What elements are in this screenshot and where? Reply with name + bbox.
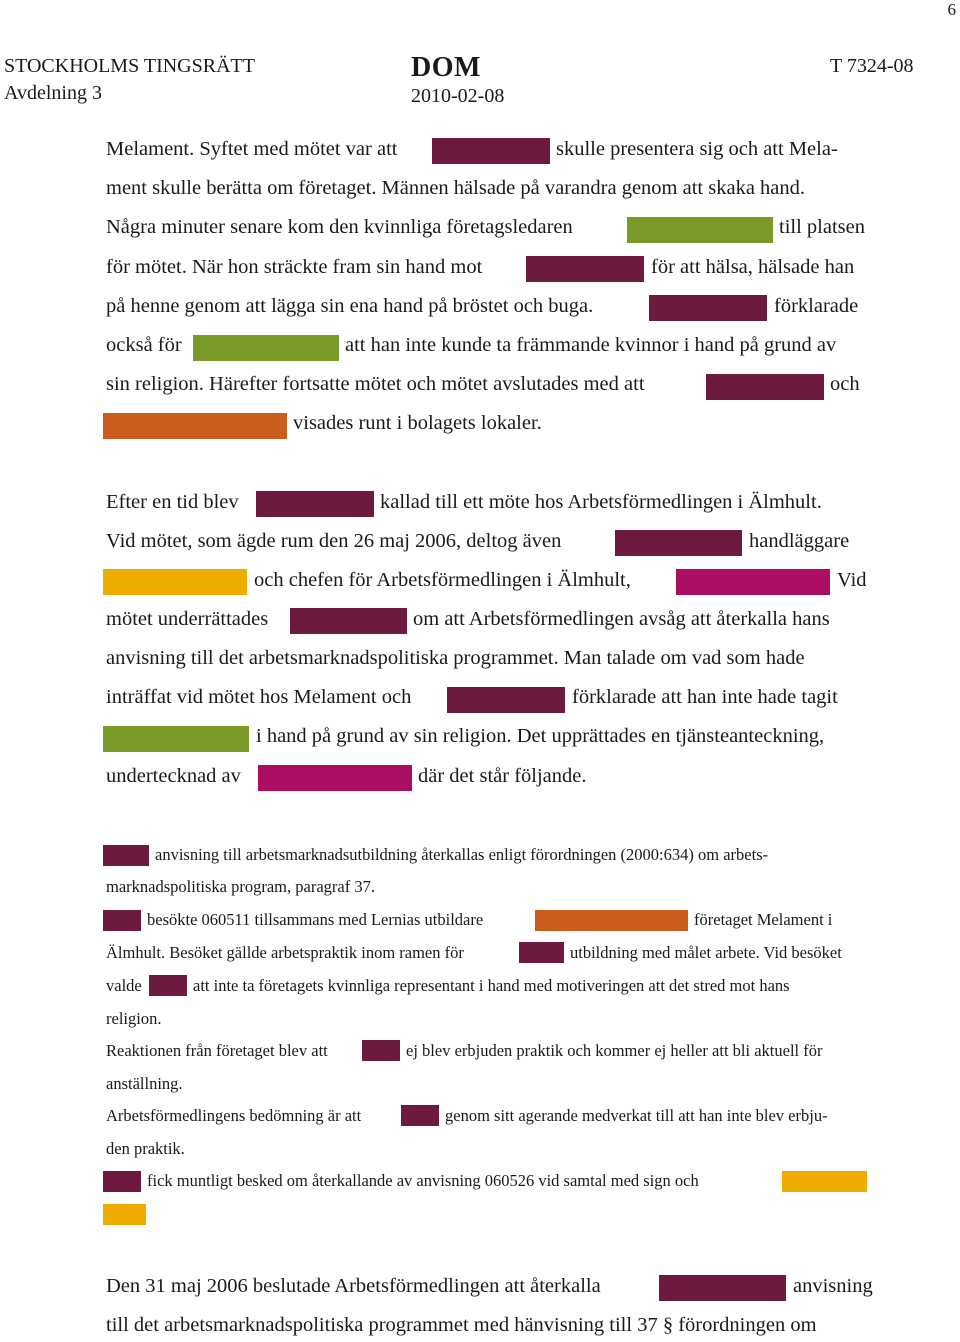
text-line: också för (106, 334, 182, 356)
redaction-block (659, 1275, 786, 1301)
text-line: genom sitt agerande medverkat till att han inte blev erbju- (445, 1106, 828, 1125)
redaction-block (627, 217, 773, 243)
text-line: religion. (106, 1009, 162, 1028)
text-line: och (830, 373, 860, 395)
redaction-block (193, 335, 339, 361)
text-line: och chefen för Arbetsförmedlingen i Älmhult, (254, 569, 631, 591)
text-line: att han inte kunde ta främmande kvinnor i hand på grund av (345, 334, 837, 356)
text-line: valde (106, 976, 142, 995)
text-line: ej blev erbjuden praktik och kommer ej heller att bli aktuell för (406, 1041, 823, 1060)
redaction-block (290, 608, 407, 634)
redaction-block (519, 942, 564, 963)
text-line: Den 31 maj 2006 beslutade Arbetsförmedlingen att återkalla (106, 1275, 601, 1297)
redaction-block (149, 975, 187, 996)
text-line: sin religion. Härefter fortsatte mötet och mötet avslutades med att (106, 373, 645, 395)
text-line: handläggare (749, 530, 850, 552)
text-line: för mötet. När hon sträckte fram sin hand mot (106, 256, 483, 278)
redaction-block (103, 569, 247, 595)
text-line: Melament. Syftet med mötet var att (106, 138, 398, 160)
text-line: på henne genom att lägga sin ena hand på bröstet och buga. (106, 295, 594, 317)
redaction-block (103, 1204, 146, 1225)
text-line: besökte 060511 tillsammans med Lernias utbildare (147, 910, 484, 929)
text-line: anvisning till arbetsmarknadsutbildning återkallas enligt förordningen (2000:634) om arbets- (155, 845, 769, 864)
case-number: T 7324-08 (830, 55, 914, 77)
text-line: Vid (837, 569, 867, 591)
text-line: anställning. (106, 1074, 183, 1093)
court-division: Avdelning 3 (4, 82, 102, 104)
text-line: förklarade att han inte hade tagit (572, 686, 838, 708)
redaction-block (782, 1171, 867, 1192)
text-line: skulle presentera sig och att Mela- (556, 138, 838, 160)
text-line: att inte ta företagets kvinnliga representant i hand med motiveringen att det stred mot hans (193, 976, 790, 995)
text-line: ment skulle berätta om företaget. Männen hälsade på varandra genom att skaka hand. (106, 177, 806, 199)
text-line: undertecknad av (106, 765, 241, 787)
redaction-block (526, 256, 644, 282)
redaction-block (432, 138, 550, 164)
text-line: förklarade (774, 295, 859, 317)
redaction-block (103, 845, 149, 866)
text-line: marknadspolitiska program, paragraf 37. (106, 877, 375, 896)
redaction-block (649, 295, 767, 321)
text-line: kallad till ett möte hos Arbetsförmedlingen i Älmhult. (380, 491, 822, 513)
text-line: till det arbetsmarknadspolitiska programmet med hänvisning till 37 § förordningen om (106, 1314, 817, 1336)
redaction-block (401, 1105, 439, 1126)
document-date: 2010-02-08 (411, 85, 505, 107)
redaction-block (535, 910, 688, 931)
document-type: DOM (411, 52, 481, 83)
redaction-block (258, 765, 412, 791)
text-line: mötet underrättades (106, 608, 269, 630)
text-line: anvisning (793, 1275, 873, 1297)
text-line: visades runt i bolagets lokaler. (293, 412, 542, 434)
redaction-block (103, 726, 249, 752)
text-line: där det står följande. (418, 765, 587, 787)
text-line: Några minuter senare kom den kvinnliga företagsledaren (106, 216, 573, 238)
redaction-block (615, 530, 742, 556)
court-name: STOCKHOLMS TINGSRÄTT (4, 55, 255, 77)
text-line: Reaktionen från företaget blev att (106, 1041, 328, 1060)
text-line: om att Arbetsförmedlingen avsåg att återkalla hans (413, 608, 830, 630)
text-line: anvisning till det arbetsmarknadspolitiska programmet. Man talade om vad som hade (106, 647, 805, 669)
redaction-block (103, 910, 141, 931)
text-line: för att hälsa, hälsade han (651, 256, 855, 278)
redaction-block (103, 1171, 141, 1192)
text-line: Vid mötet, som ägde rum den 26 maj 2006, deltog även (106, 530, 562, 552)
text-line: Arbetsförmedlingens bedömning är att (106, 1106, 362, 1125)
redaction-block (676, 569, 830, 595)
text-line: Efter en tid blev (106, 491, 239, 513)
text-line: till platsen (779, 216, 865, 238)
redaction-block (362, 1040, 400, 1061)
page-number: 6 (947, 0, 956, 19)
redaction-block (447, 687, 565, 713)
redaction-block (103, 413, 287, 439)
text-line: företaget Melament i (694, 910, 833, 929)
text-line: utbildning med målet arbete. Vid besöket (570, 943, 842, 962)
text-line: fick muntligt besked om återkallande av anvisning 060526 vid samtal med sign och (147, 1171, 699, 1190)
text-line: i hand på grund av sin religion. Det upprättades en tjänsteanteckning, (256, 725, 825, 747)
text-line: den praktik. (106, 1139, 185, 1158)
text-line: Älmhult. Besöket gällde arbetspraktik inom ramen för (106, 943, 464, 962)
redaction-block (706, 374, 824, 400)
text-line: inträffat vid mötet hos Melament och (106, 686, 412, 708)
redaction-block (256, 491, 374, 517)
